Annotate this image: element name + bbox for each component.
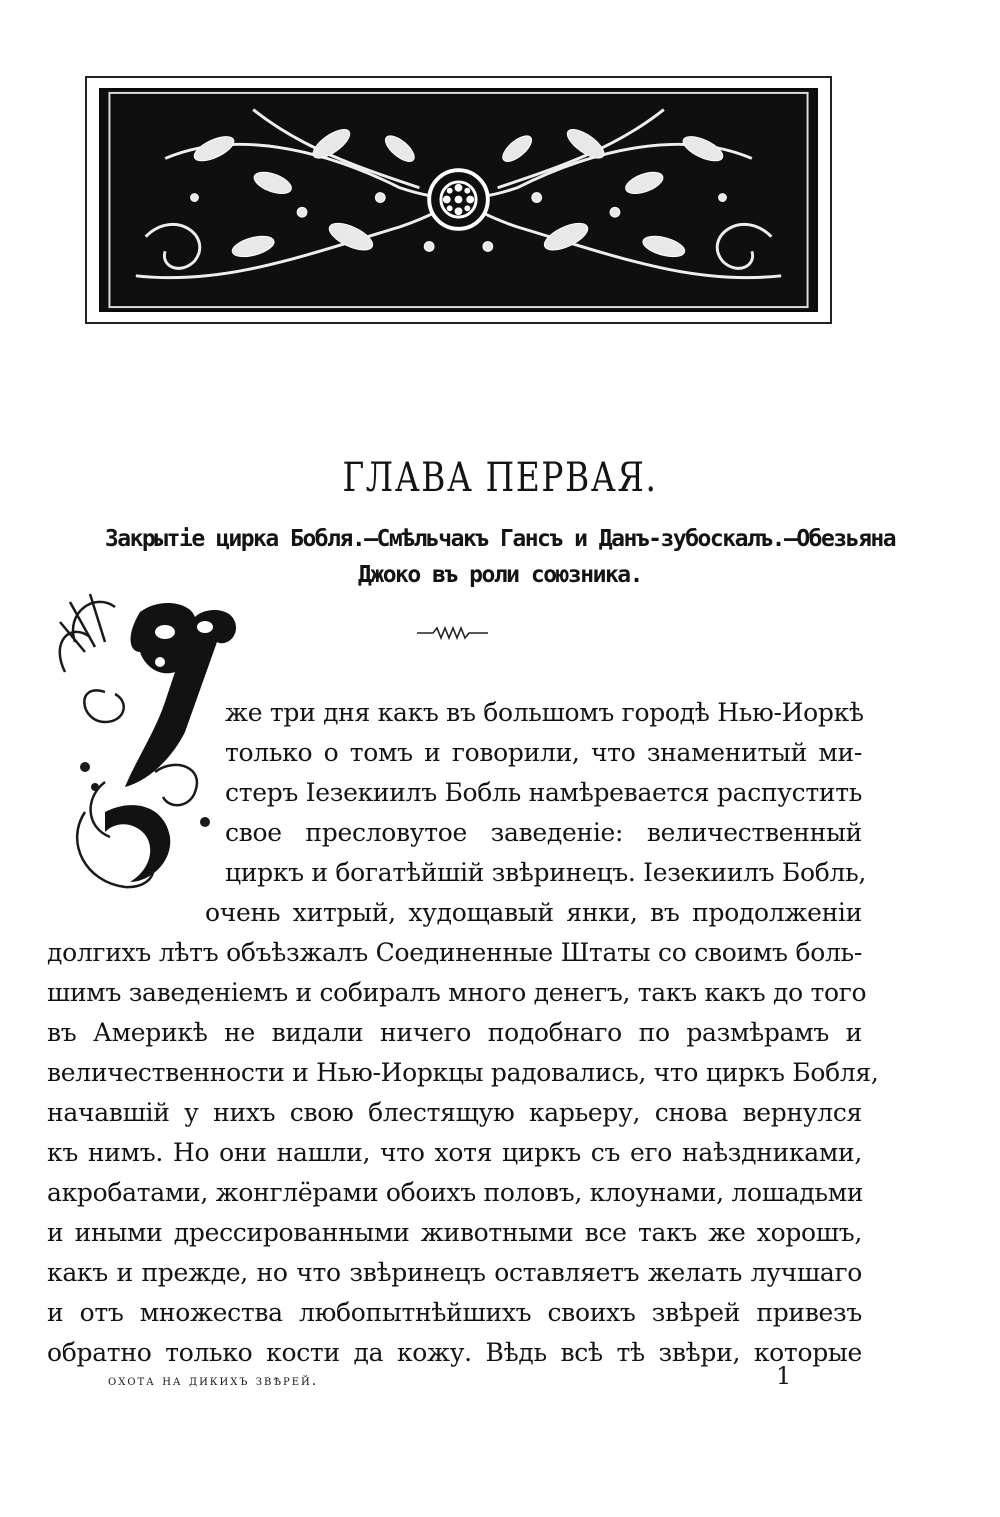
page-number: 1	[776, 1362, 792, 1390]
chapter-title: ГЛАВА ПЕРВАЯ.	[342, 455, 658, 501]
drop-cap-initial	[45, 582, 245, 902]
body-line: и иными дрессированными животными все такъ же хорошъ,	[47, 1218, 862, 1247]
running-title: охота на дикихъ звѣрей.	[108, 1373, 319, 1389]
ornamental-headpiece	[85, 76, 832, 324]
body-line: величественности и Нью-Иоркцы радовались, что циркъ Бобля,	[47, 1058, 879, 1087]
body-line: очень хитрый, худощавый янки, въ продолженіи	[205, 898, 862, 927]
body-line: обратно только кости да кожу. Вѣдь всѣ тѣ звѣри, которые	[47, 1338, 862, 1367]
body-line: свое пресловутое заведеніе: величественный	[225, 818, 862, 847]
body-line: къ нимъ. Но они нашли, что хотя циркъ съ его наѣздниками,	[47, 1138, 862, 1167]
floral-ornament-icon	[101, 90, 816, 310]
body-line: же три дня какъ въ большомъ городѣ Нью-Иоркѣ	[225, 698, 864, 727]
subtitle-line: Закрытіе цирка Бобля.—Смѣльчакъ Гансъ и Данъ-зубоскалъ.—Обезьяна	[104, 526, 896, 552]
squiggle-divider-icon	[415, 623, 490, 643]
body-line: въ Америкѣ не видали ничего подобнаго по размѣрамъ и	[47, 1018, 862, 1047]
headpiece-black-panel	[99, 88, 818, 312]
body-line: долгихъ лѣтъ объѣзжалъ Соединенные Штаты со своимъ боль-	[47, 938, 862, 967]
body-line: шимъ заведеніемъ и собиралъ много денегъ, такъ какъ до того	[47, 978, 867, 1007]
body-line: циркъ и богатѣйшій звѣринецъ. Іезекиилъ Бобль,	[225, 858, 867, 887]
body-line: какъ и прежде, но что звѣринецъ оставляетъ желать лучшаго	[47, 1258, 862, 1287]
body-line: акробатами, жонглёрами обоихъ половъ, клоунами, лошадьми	[47, 1178, 864, 1207]
body-line: начавшій у нихъ свою блестящую карьеру, снова вернулся	[47, 1098, 862, 1127]
body-line: только о томъ и говорили, что знаменитый ми-	[225, 738, 862, 767]
body-line: стеръ Іезекиилъ Бобль намѣревается распустить	[225, 778, 863, 807]
subtitle-line: Джоко въ роли союзника.	[358, 562, 642, 588]
body-line: и отъ множества любопытнѣйшихъ своихъ звѣрей привезъ	[47, 1298, 862, 1327]
